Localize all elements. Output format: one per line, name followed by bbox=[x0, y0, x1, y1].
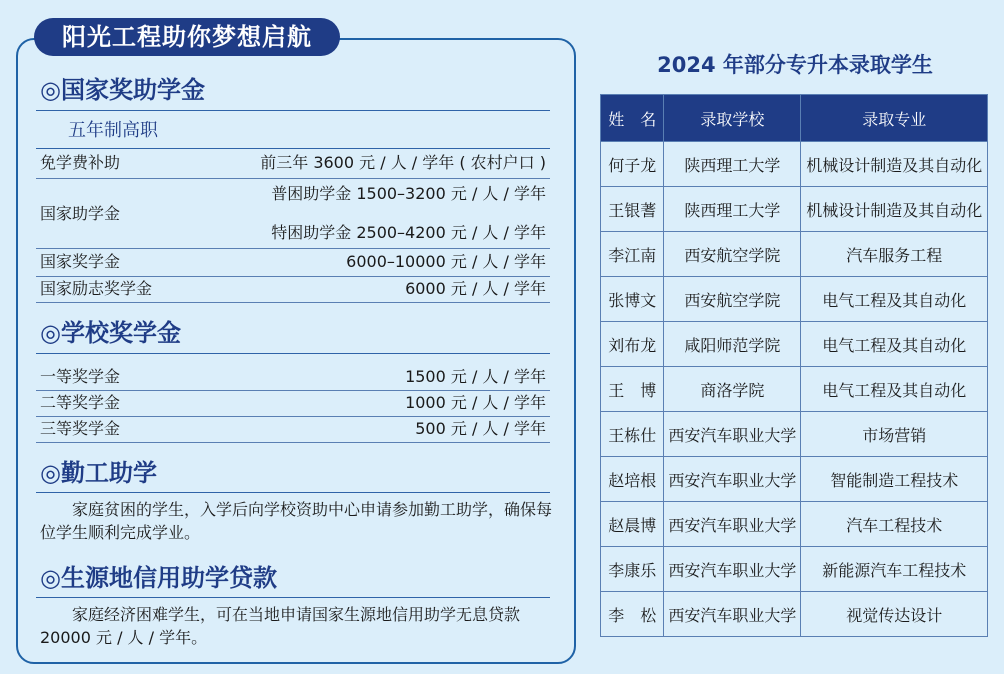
loan-text: 家庭经济困难学生，可在当地申请国家生源地信用助学无息贷款 20000 元 / 人 / 学年。 bbox=[40, 605, 521, 647]
row-label: 国家助学金 bbox=[40, 204, 121, 223]
school-scholarship-heading: ◎学校奖学金 bbox=[40, 319, 181, 347]
table-row bbox=[601, 592, 988, 637]
divider bbox=[36, 492, 550, 493]
table-row bbox=[601, 187, 988, 232]
school-name: 西安汽车职业大学 bbox=[664, 502, 801, 547]
student-name: 何子龙 bbox=[601, 142, 664, 187]
divider bbox=[36, 248, 550, 249]
row-value: 1500 元 / 人 / 学年 bbox=[405, 367, 546, 386]
major-name: 汽车服务工程 bbox=[801, 232, 988, 277]
student-name: 李江南 bbox=[601, 232, 664, 277]
major-name: 新能源汽车工程技术 bbox=[801, 547, 988, 592]
divider bbox=[36, 353, 550, 354]
student-name: 赵培根 bbox=[601, 457, 664, 502]
major-name: 视觉传达设计 bbox=[801, 592, 988, 637]
school-name: 陕西理工大学 bbox=[664, 142, 801, 187]
row-value: 500 元 / 人 / 学年 bbox=[415, 419, 546, 438]
major-name: 市场营销 bbox=[801, 412, 988, 457]
school-name: 西安汽车职业大学 bbox=[664, 457, 801, 502]
major-name: 机械设计制造及其自动化 bbox=[801, 142, 988, 187]
table-row bbox=[601, 322, 988, 367]
work-study-text: 家庭贫困的学生，入学后向学校资助中心申请参加勤工助学，确保每位学生顺利完成学业。 bbox=[40, 500, 553, 542]
major-name: 电气工程及其自动化 bbox=[801, 322, 988, 367]
school-name: 商洛学院 bbox=[664, 367, 801, 412]
school-name: 西安汽车职业大学 bbox=[664, 547, 801, 592]
row-value: 1000 元 / 人 / 学年 bbox=[405, 393, 546, 412]
major-name: 电气工程及其自动化 bbox=[801, 277, 988, 322]
student-name: 赵晨博 bbox=[601, 502, 664, 547]
student-name: 王栋仕 bbox=[601, 412, 664, 457]
school-name: 西安汽车职业大学 bbox=[664, 592, 801, 637]
row-label: 国家奖学金 bbox=[40, 252, 121, 271]
divider bbox=[36, 302, 550, 303]
admissions-title: 2024 年部分专升本录取学生 bbox=[657, 53, 933, 77]
major-name: 电气工程及其自动化 bbox=[801, 367, 988, 412]
admissions-table bbox=[600, 94, 988, 637]
table-row bbox=[601, 277, 988, 322]
student-name: 李 松 bbox=[601, 592, 664, 637]
student-name: 王 博 bbox=[601, 367, 664, 412]
table-row bbox=[601, 547, 988, 592]
row-value: 6000 元 / 人 / 学年 bbox=[405, 279, 546, 298]
school-name: 咸阳师范学院 bbox=[664, 322, 801, 367]
header-name: 姓 名 bbox=[601, 95, 664, 142]
work-study-heading: ◎勤工助学 bbox=[40, 459, 157, 487]
major-name: 机械设计制造及其自动化 bbox=[801, 187, 988, 232]
divider bbox=[36, 416, 550, 417]
row-label: 三等奖学金 bbox=[40, 419, 121, 438]
row-label: 免学费补助 bbox=[40, 153, 121, 172]
school-name: 西安航空学院 bbox=[664, 277, 801, 322]
divider bbox=[36, 110, 550, 111]
major-name: 智能制造工程技术 bbox=[801, 457, 988, 502]
table-header-row bbox=[601, 95, 988, 142]
divider bbox=[36, 442, 550, 443]
row-value: 普困助学金 1500–3200 元 / 人 / 学年 bbox=[271, 184, 546, 203]
student-name: 王银蓍 bbox=[601, 187, 664, 232]
row-value: 特困助学金 2500–4200 元 / 人 / 学年 bbox=[271, 223, 546, 242]
loan-heading: ◎生源地信用助学贷款 bbox=[40, 564, 277, 592]
school-name: 西安航空学院 bbox=[664, 232, 801, 277]
row-value: 前三年 3600 元 / 人 / 学年 ( 农村户口 ) bbox=[260, 153, 546, 172]
student-name: 张博文 bbox=[601, 277, 664, 322]
divider bbox=[36, 178, 550, 179]
banner-title: 阳光工程助你梦想启航 bbox=[34, 18, 340, 56]
school-name: 西安汽车职业大学 bbox=[664, 412, 801, 457]
row-label: 二等奖学金 bbox=[40, 393, 121, 412]
major-name: 汽车工程技术 bbox=[801, 502, 988, 547]
table-row bbox=[601, 502, 988, 547]
school-name: 陕西理工大学 bbox=[664, 187, 801, 232]
row-label: 一等奖学金 bbox=[40, 367, 121, 386]
header-school: 录取学校 bbox=[664, 95, 801, 142]
student-name: 李康乐 bbox=[601, 547, 664, 592]
student-name: 刘布龙 bbox=[601, 322, 664, 367]
table-row bbox=[601, 232, 988, 277]
divider bbox=[36, 390, 550, 391]
divider bbox=[36, 597, 550, 598]
table-row bbox=[601, 412, 988, 457]
header-major: 录取专业 bbox=[801, 95, 988, 142]
national-aid-heading: ◎国家奖助学金 bbox=[40, 76, 205, 104]
row-label: 国家励志奖学金 bbox=[40, 279, 153, 298]
table-row bbox=[601, 457, 988, 502]
divider bbox=[36, 276, 550, 277]
row-value: 6000–10000 元 / 人 / 学年 bbox=[346, 252, 546, 271]
table-row bbox=[601, 367, 988, 412]
divider bbox=[36, 148, 550, 149]
table-row bbox=[601, 142, 988, 187]
five-year-subheading: 五年制高职 bbox=[68, 120, 158, 141]
